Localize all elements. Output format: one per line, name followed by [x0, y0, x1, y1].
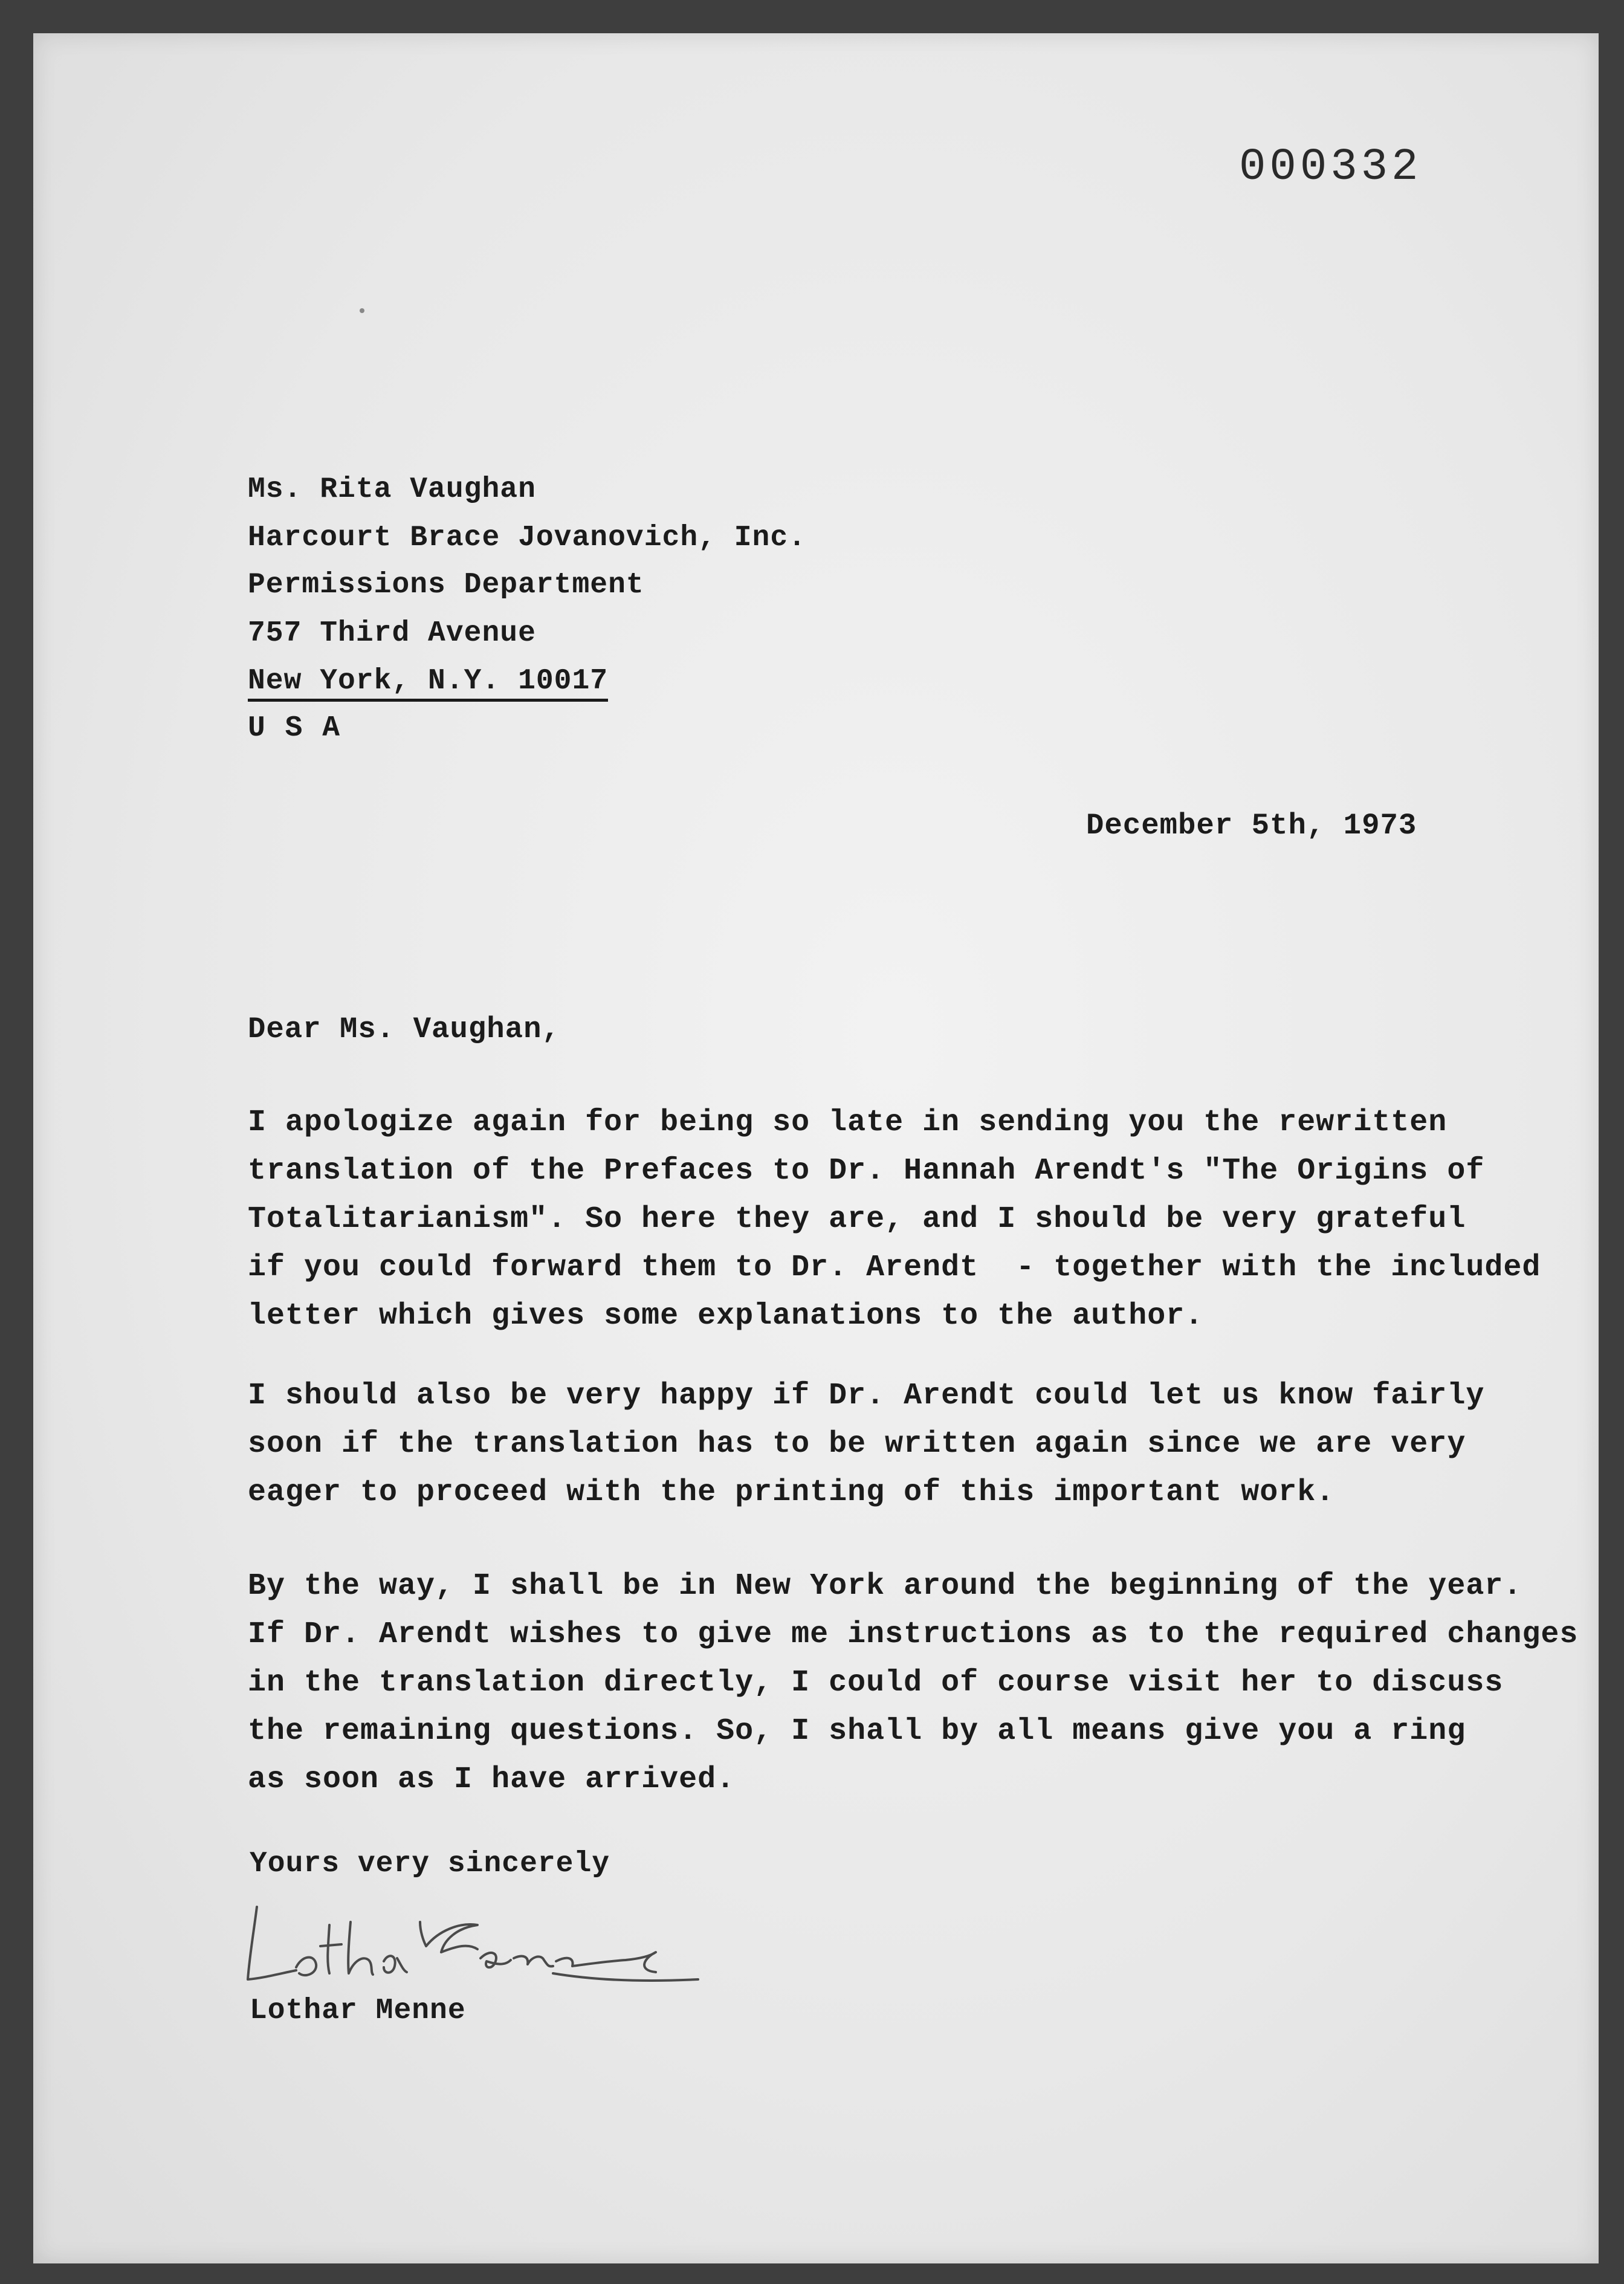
paragraph-line: letter which gives some explanations to the author.: [248, 1299, 1204, 1333]
recipient-city: [248, 657, 608, 705]
paragraph-line: By the way, I shall be in New York around the beginning of the year.: [248, 1569, 1522, 1603]
recipient-name: Ms. Rita Vaughan: [248, 473, 536, 506]
paragraph-line: soon if the translation has to be written again since we are very: [248, 1427, 1466, 1461]
paragraph-line: I should also be very happy if Dr. Arendt could let us know fairly: [248, 1379, 1485, 1413]
recipient-country: U S A: [248, 712, 341, 745]
closing: Yours very sincerely: [250, 1848, 610, 1880]
recipient-company: Harcourt Brace Jovanovich, Inc.: [248, 522, 806, 554]
paragraph-line: translation of the Prefaces to Dr. Hannah Arendt's "The Origins of: [248, 1154, 1485, 1188]
recipient-city-underlined: New York, N.Y. 10017: [248, 665, 608, 702]
paragraph-line: in the translation directly, I could of course visit her to discuss: [248, 1666, 1504, 1700]
paragraph-line: Totalitarianism". So here they are, and I should be very grateful: [248, 1202, 1466, 1237]
letter-page: [33, 33, 1599, 2263]
document-number: 000332: [1239, 142, 1422, 193]
handwritten-signature: [239, 1889, 722, 2004]
paragraph-line: as soon as I have arrived.: [248, 1762, 736, 1797]
recipient-street: 757 Third Avenue: [248, 617, 536, 650]
paragraph-line: eager to proceed with the printing of this important work.: [248, 1475, 1335, 1510]
paragraph-line: the remaining questions. So, I shall by all means give you a ring: [248, 1714, 1466, 1749]
recipient-department: Permissions Department: [248, 569, 644, 601]
letter-date: December 5th, 1973: [1086, 809, 1417, 843]
body-paragraph-1: [248, 1099, 1541, 1341]
paragraph-line: if you could forward them to Dr. Arendt - together with the included: [248, 1250, 1541, 1285]
paragraph-line: If Dr. Arendt wishes to give me instructions as to the required changes: [248, 1617, 1579, 1652]
signer-name: Lothar Menne: [250, 1994, 466, 2027]
paragraph-line: I apologize again for being so late in sending you the rewritten: [248, 1105, 1448, 1140]
body-paragraph-2: [248, 1372, 1484, 1517]
body-paragraph-3: [248, 1562, 1578, 1804]
paper-speck: [360, 308, 364, 313]
salutation: Dear Ms. Vaughan,: [248, 1012, 560, 1046]
